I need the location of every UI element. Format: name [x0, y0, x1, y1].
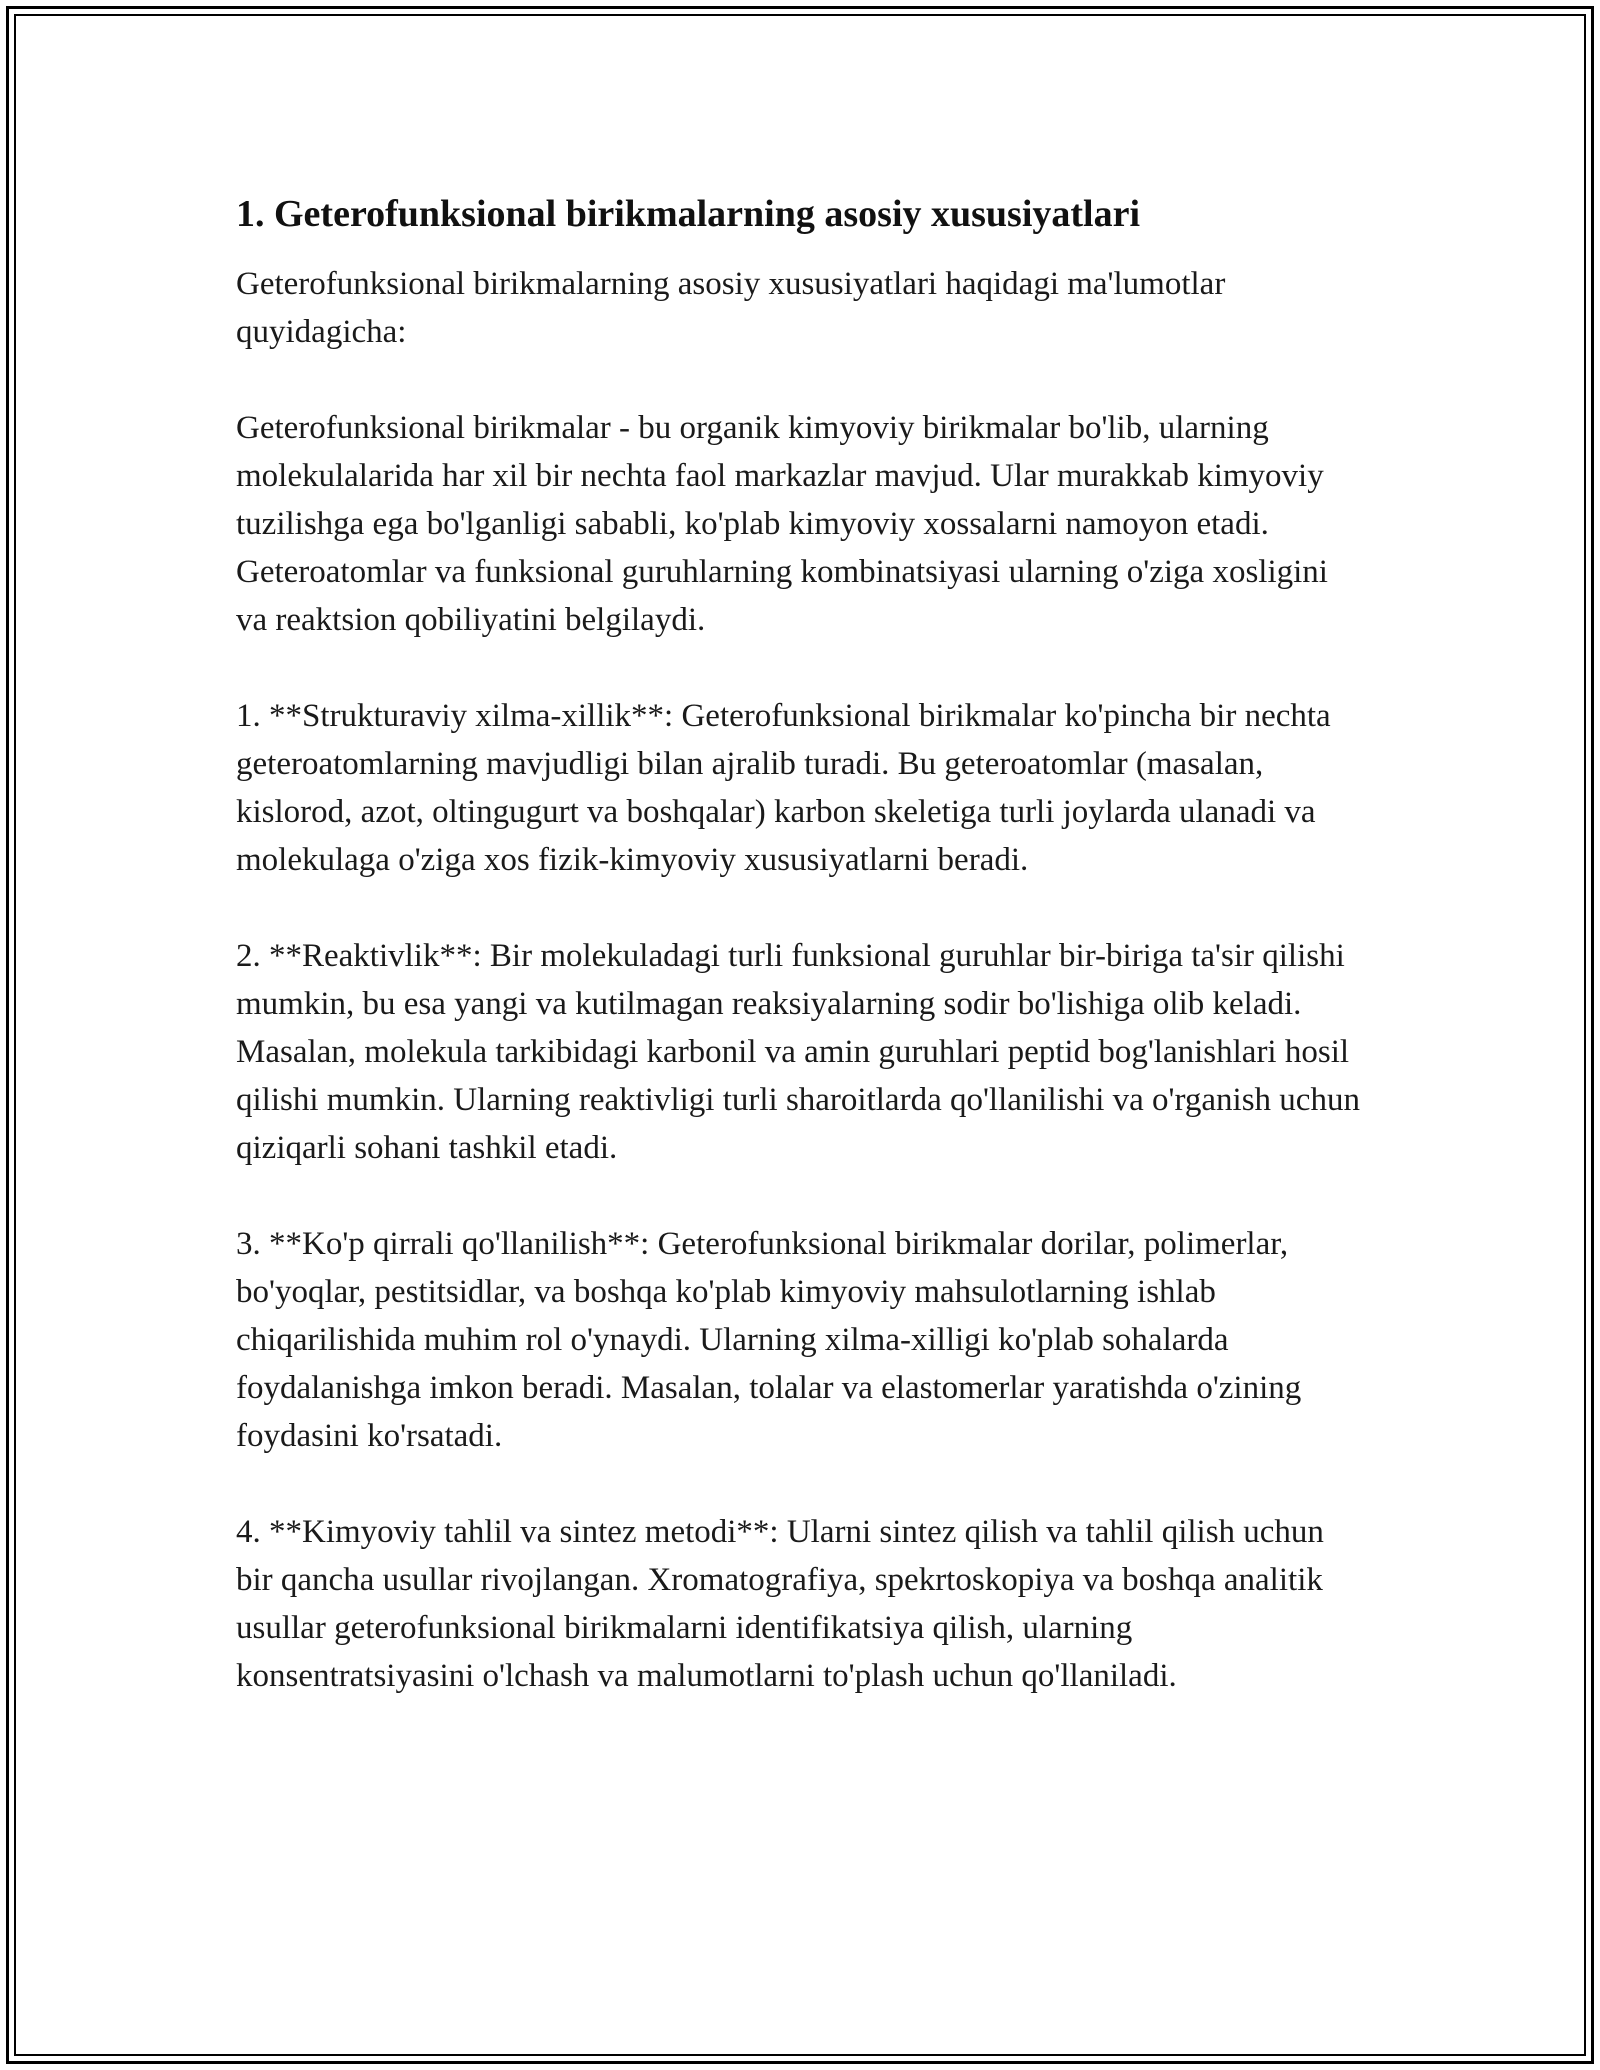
paragraph-applications: 3. **Ko'p qirrali qo'llanilish**: Geterofunksional birikmalar dorilar, polimerlar, bo'yoqlar, pestitsidlar, va boshqa ko'plab kimyoviy mahsulotlarning ishlab chiqarilishida muhim rol o'ynaydi. Ularning xilma-xilligi ko'plab sohalarda foydalanishga imkon beradi. Masalan, tolalar va elastomerlar yaratishda o'zining foydasini ko'rsatadi.: [236, 1226, 1302, 1454]
document-body: [236, 188, 1366, 1748]
document-heading: 1. Geterofunksional birikmalarning asosiy xususiyatlari: [236, 193, 1141, 235]
paragraph-structural-diversity: 1. **Strukturaviy xilma-xillik**: Geterofunksional birikmalar ko'pincha bir nechta geteroatomlarning mavjudligi bilan ajralib turadi. Bu geteroatomlar (masalan, kislorod, azot, oltingugurt va boshqalar) karbon skeletiga turli joylarda ulanadi va molekulaga o'ziga xos fizik-kimyoviy xususiyatlarni beradi.: [236, 698, 1331, 878]
paragraph-reactivity: 2. **Reaktivlik**: Bir molekuladagi turli funksional guruhlar bir-biriga ta'sir qilishi mumkin, bu esa yangi va kutilmagan reaksiyalarning sodir bo'lishiga olib keladi. Masalan, molekula tarkibidagi karbonil va amin guruhlari peptid bog'lanishlari hosil qilishi mumkin. Ularning reaktivligi turli sharoitlarda qo'llanilishi va o'rganish uchun qiziqarli sohani tashkil etadi.: [236, 938, 1360, 1166]
paragraph-analysis-synthesis: 4. **Kimyoviy tahlil va sintez metodi**: Ularni sintez qilish va tahlil qilish uchun bir qancha usullar rivojlangan. Xromatografiya, spekrtoskopiya va boshqa analitik usullar geterofunksional birikmalarni identifikatsiya qilish, ularning konsentratsiyasini o'lchash va malumotlarni to'plash uchun qo'llaniladi.: [236, 1514, 1324, 1694]
paragraph-intro: Geterofunksional birikmalarning asosiy xususiyatlari haqidagi ma'lumotlar quyidagicha:: [236, 266, 1226, 350]
paragraph-definition: Geterofunksional birikmalar - bu organik kimyoviy birikmalar bo'lib, ularning molekulalarida har xil bir nechta faol markazlar mavjud. Ular murakkab kimyoviy tuzilishga ega bo'lganligi sababli, ko'plab kimyoviy xossalarni namoyon etadi. Geteroatomlar va funksional guruhlarning kombinatsiyasi ularning o'ziga xosligini va reaktsion qobiliyatini belgilaydi.: [236, 410, 1328, 638]
